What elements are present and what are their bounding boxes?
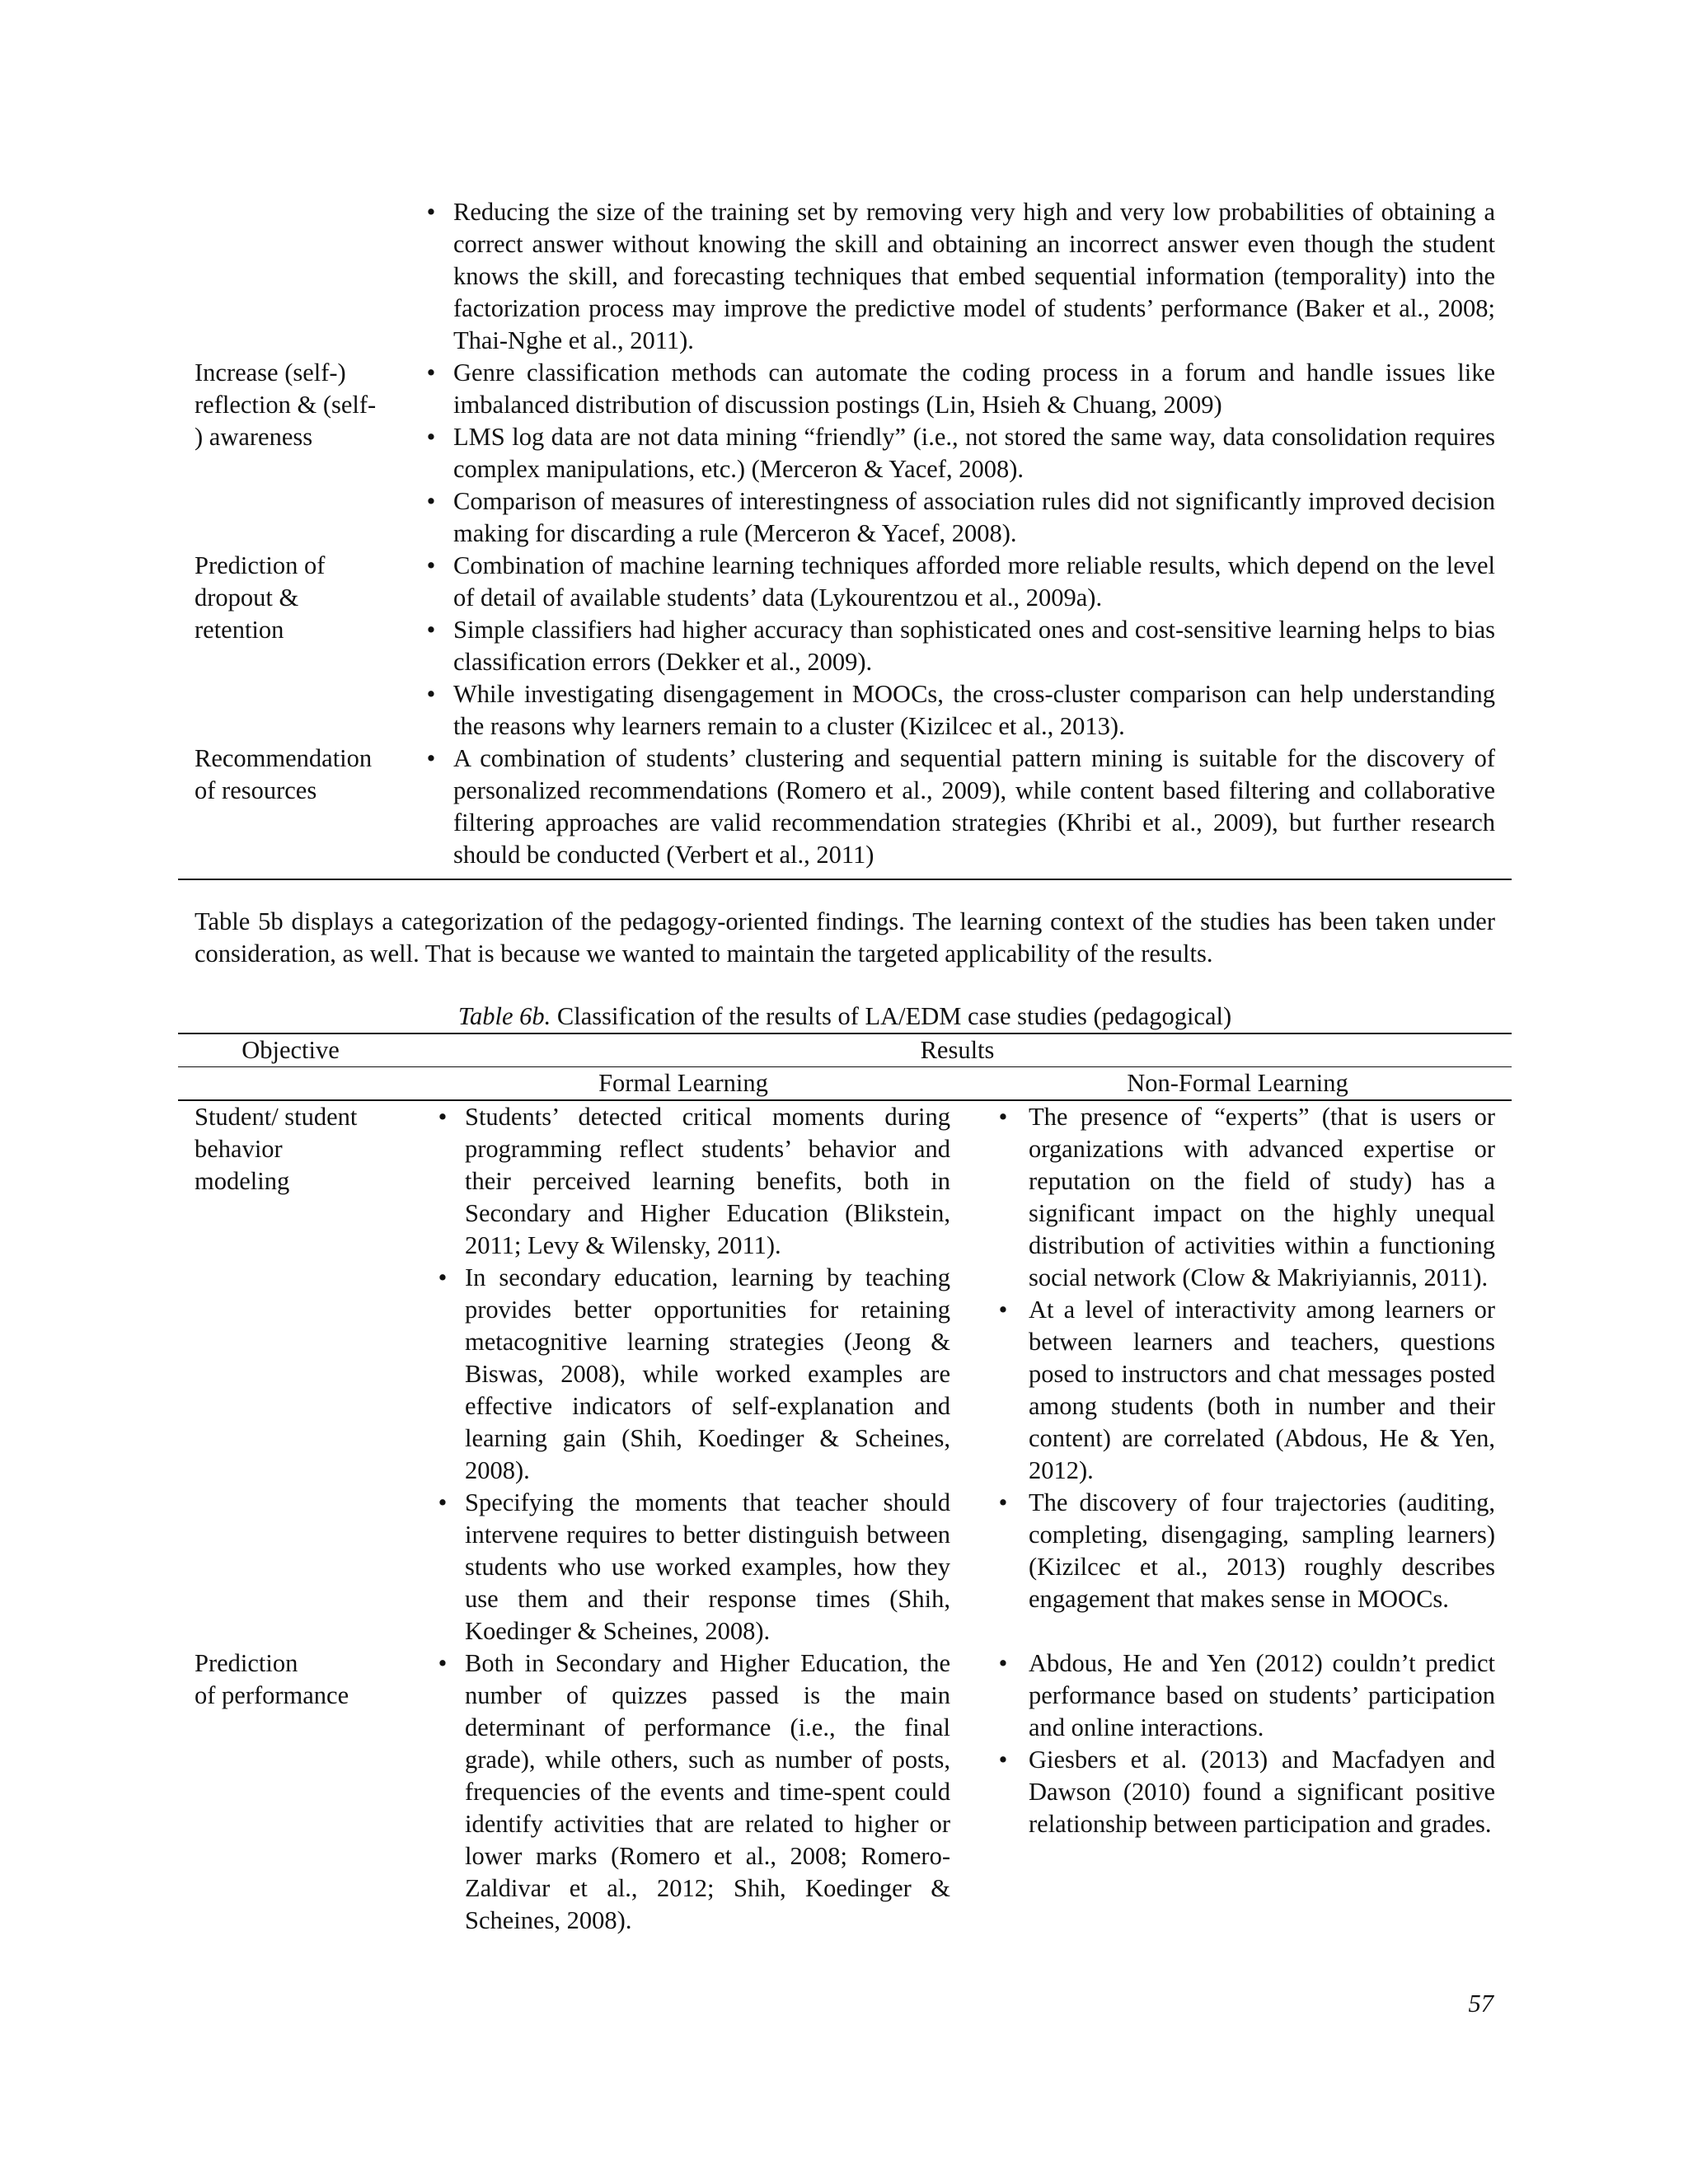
list-item: • In secondary education, learning by teaching provides better opportunities for retaining metacognitive learning strategies (Jeong & Biswas, 2008), while worked examples are effective indicators of self-explanation and learning gain (Shih, Koedinger & Scheines, 2008).: [430, 1262, 950, 1487]
list-item: • LMS log data are not data mining “friendly” (i.e., not stored the same way, data consolidation requires complex manipulations, etc.) (Merceron & Yacef, 2008).: [419, 421, 1495, 485]
bullet-icon: •: [998, 1488, 1008, 1516]
table-row: [178, 743, 1512, 871]
list-item: • Simple classifiers had higher accuracy than sophisticated ones and cost-sensitive learning helps to bias classification errors (Dekker et al., 2009).: [419, 614, 1495, 678]
row-label: Increase (self-) reflection & (self- ) awareness: [195, 359, 377, 451]
bullet-icon: •: [998, 1296, 1008, 1324]
bullet-list: [419, 550, 1495, 743]
list-item: • Comparison of measures of interestingness of association rules did not significantly improved decision making for discarding a rule (Merceron & Yacef, 2008).: [419, 485, 1495, 550]
table-bottom-rule: [178, 879, 1512, 880]
header-nonformal-learning: Non-Formal Learning: [1127, 1069, 1348, 1097]
list-item: • At a level of interactivity among learners or between learners and teachers, questions posed to instructors and chat messages posted among students (both in number and their content) are correlated (Abdous, He & Yen, 2012).: [991, 1294, 1495, 1487]
row-label: Prediction of dropout & retention: [195, 551, 326, 644]
objective-cell: Prediction of performance: [195, 1649, 349, 1709]
formal-cell: [403, 1647, 964, 1937]
table-row: [178, 1101, 1512, 1647]
bullet-icon: •: [998, 1649, 1008, 1677]
list-item: • Giesbers et al. (2013) and Macfadyen and Dawson (2010) found a significant positive relationship between participation and grades.: [991, 1744, 1495, 1840]
bullet-list: [430, 1647, 950, 1937]
table-row: [178, 550, 1512, 743]
bullet-icon: •: [426, 198, 436, 226]
bullet-list: [419, 743, 1495, 871]
list-item: • The presence of “experts” (that is users or organizations with advanced expertise or reputation on the field of study) has a significant impact on the highly unequal distribution of activities within a functioning social network (Clow & Makriyiannis, 2011).: [991, 1101, 1495, 1294]
header-empty: [178, 1067, 403, 1099]
bullet-icon: •: [426, 616, 436, 644]
header-objective: Objective: [241, 1036, 340, 1064]
list-item: • Specifying the moments that teacher should intervene requires to better distinguish between students who use worked examples, how they use them and their response times (Shih, Koedinger & Scheines, 2008).: [430, 1487, 950, 1647]
list-item: • The discovery of four trajectories (auditing, completing, disengaging, sampling learners) (Kizilcec et al., 2013) roughly describes engagement that makes sense in MOOCs.: [991, 1487, 1495, 1615]
table-row: [178, 196, 1512, 357]
bullet-icon: •: [438, 1649, 448, 1677]
row-label: Recommendation of resources: [195, 744, 373, 804]
body-paragraph: Table 5b displays a categorization of the pedagogy-oriented findings. The learning context of the studies has been taken under consideration, as well. That is because we wanted to maintain the targeted applicability of the results.: [195, 907, 1495, 968]
bullet-icon: •: [426, 423, 436, 451]
list-item: • Combination of machine learning techniques afforded more reliable results, which depend on the level of detail of available students’ data (Lykourentzou et al., 2009a).: [419, 550, 1495, 614]
bullet-icon: •: [426, 744, 436, 772]
bullet-icon: •: [426, 359, 436, 387]
table-header-row: [178, 1034, 1512, 1067]
formal-cell: [403, 1101, 964, 1647]
table-row: [178, 1647, 1512, 1937]
bullet-icon: •: [426, 551, 436, 579]
page-number: 57: [1468, 1990, 1493, 2018]
list-item: • Reducing the size of the training set by removing very high and very low probabilities of obtaining a correct answer without knowing the skill and obtaining an incorrect answer even though the student knows the skill, and forecasting techniques that embed sequential information (temporality) into the factorization process may improve the predictive model of students’ performance (Baker et al., 2008; Thai-Nghe et al., 2011).: [419, 196, 1495, 357]
bullet-icon: •: [426, 487, 436, 515]
bullet-list: [991, 1647, 1495, 1840]
list-item: • Students’ detected critical moments during programming reflect students’ behavior and their perceived learning benefits, both in Secondary and Higher Education (Blikstein, 2011; Levy & Wilensky, 2011).: [430, 1101, 950, 1262]
list-item: • Both in Secondary and Higher Education, the number of quizzes passed is the main determinant of performance (i.e., the final grade), while others, such as number of posts, frequencies of the events and time-spent could identify activities that are related to higher or lower marks (Romero et al., 2008; Romero-Zaldivar et al., 2012; Shih, Koedinger & Scheines, 2008).: [430, 1647, 950, 1937]
bullet-list: [991, 1101, 1495, 1615]
table-caption: [178, 1001, 1512, 1033]
header-formal-learning: Formal Learning: [598, 1069, 768, 1097]
bullet-icon: •: [438, 1103, 448, 1131]
row-results: [419, 743, 1512, 871]
header-results: Results: [920, 1036, 995, 1064]
row-label: [178, 196, 419, 357]
objective-cell: Student/ student behavior modeling: [195, 1103, 358, 1195]
bullet-icon: •: [426, 680, 436, 708]
bullet-list: [419, 357, 1495, 550]
bullet-list: [430, 1101, 950, 1647]
bullet-list: [419, 196, 1495, 357]
nonformal-cell: [964, 1101, 1512, 1647]
list-item: • Abdous, He and Yen (2012) couldn’t predict performance based on students’ participation and online interactions.: [991, 1647, 1495, 1744]
continuation-table: [178, 196, 1512, 871]
row-results: [419, 357, 1512, 550]
list-item: • While investigating disengagement in MOOCs, the cross-cluster comparison can help understanding the reasons why learners remain to a cluster (Kizilcec et al., 2013).: [419, 678, 1495, 743]
list-item: • Genre classification methods can automate the coding process in a forum and handle issues like imbalanced distribution of discussion postings (Lin, Hsieh & Chuang, 2009): [419, 357, 1495, 421]
table-subheader-row: [178, 1067, 1512, 1101]
table-6b: [178, 1033, 1512, 1937]
table-row: [178, 357, 1512, 550]
row-results: [419, 196, 1512, 357]
bullet-icon: •: [998, 1103, 1008, 1131]
bullet-icon: •: [438, 1488, 448, 1516]
list-item: • A combination of students’ clustering and sequential pattern mining is suitable for the discovery of personalized recommendations (Romero et al., 2009), while content based filtering and collaborative filtering approaches are valid recommendation strategies (Khribi et al., 2009), but further research should be conducted (Verbert et al., 2011): [419, 743, 1495, 871]
bullet-icon: •: [438, 1263, 448, 1291]
bullet-icon: •: [998, 1746, 1008, 1774]
nonformal-cell: [964, 1647, 1512, 1937]
table-caption-text: Classification of the results of LA/EDM case studies (pedagogical): [551, 1002, 1232, 1030]
row-results: [419, 550, 1512, 743]
table-caption-name: Table 6b.: [457, 1002, 551, 1030]
